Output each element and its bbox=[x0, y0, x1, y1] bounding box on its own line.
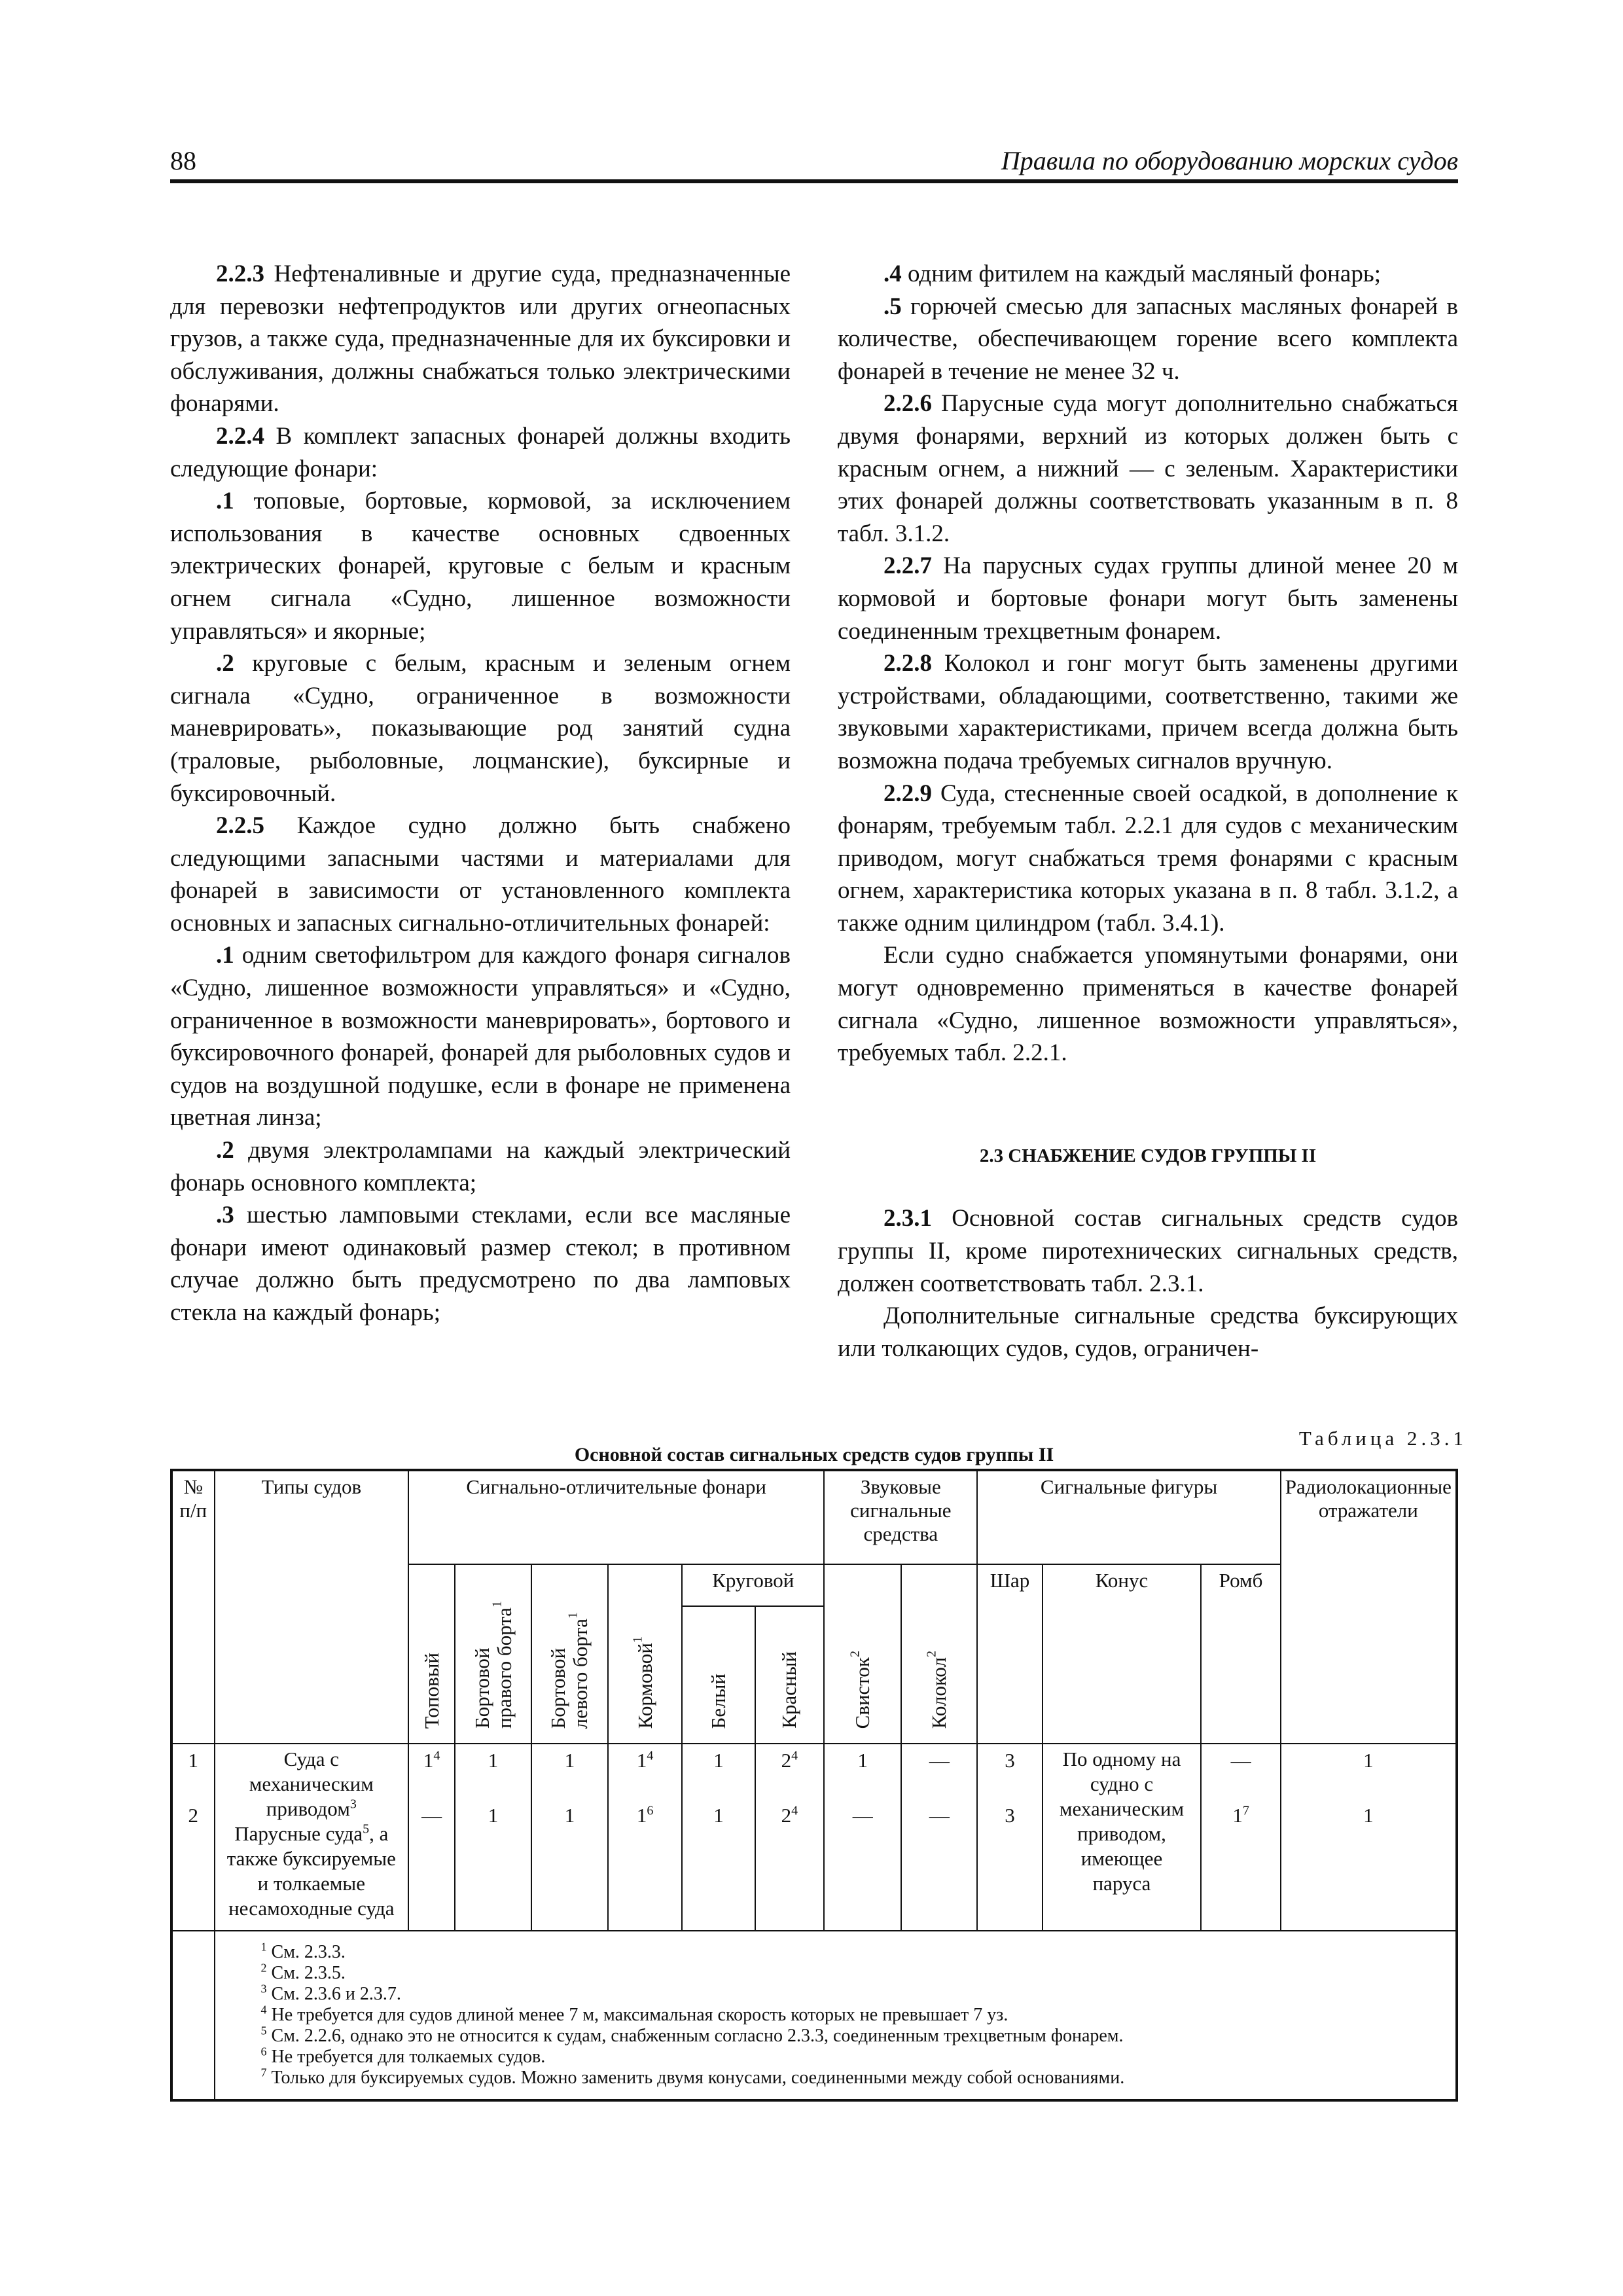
page-header bbox=[170, 145, 1458, 183]
paragraph: 2.3.1 Основной состав сигнальных средств судов группы II, кроме пиротехнических сигнальных средств, должен соответствовать табл. 2.3.1. bbox=[838, 1205, 1458, 1297]
paragraph: .5 горючей смесью для запасных масляных фонарей в количестве, обеспечивающем горение всего комплекта фонарей в течение не менее 32 ч. bbox=[838, 293, 1458, 385]
header-types: Типы судов bbox=[215, 1470, 409, 1744]
table-row: 1 2 Суда с механическим приводом$^3$ Парусные суда$^5$, а также буксируемые и толкаемые несамоходные суда $1^4$ — 1 1 1 1 $1^4$ $1^6$ 1 1 $2^4$ $2^4$ 1 — — — 3 3 По одному на судно с механическим приводом, имеющее паруса — $1^7$ 1 1 bbox=[171, 1744, 1457, 1931]
header-figures: Сигнальные фигуры bbox=[977, 1470, 1280, 1564]
section-heading: 2.3 СНАБЖЕНИЕ СУДОВ ГРУППЫ II bbox=[979, 1145, 1317, 1166]
header-rhomb: Ромб bbox=[1201, 1564, 1280, 1744]
running-title: Правила по оборудованию морских судов bbox=[1001, 146, 1458, 175]
paragraph: 2.2.9 Суда, стесненные своей осадкой, в дополнение к фонарям, требуемым табл. 2.2.1 для судов с механическим приводом, могут снабжаться тремя фонарями с красным огнем, характеристика которых указана в п. 8 табл. 3.1.2, а также одним цилиндром (табл. 3.4.1). bbox=[838, 780, 1458, 937]
paragraph: 2.2.5 Каждое судно должно быть снабжено следующими запасными частями и материалами для фонарей в зависимости от установленного комплекта основных и запасных сигнально-отличительных фонарей: bbox=[170, 812, 791, 937]
header-lights: Сигнально-отличительные фонари bbox=[408, 1470, 824, 1564]
paragraph: .1 топовые, бортовые, кормовой, за исключением использования в качестве основных сдвоенных электрических фонарей, круговые с белым и красным огнем сигнала «Судно, лишенное возможности управляться» и якорные; bbox=[170, 488, 791, 645]
paragraph: Если судно снабжается упомянутыми фонарями, они могут одновременно применяться в качестве фонарей сигнала «Судно, лишенное возможности управляться», требуемых табл. 2.2.1. bbox=[838, 942, 1458, 1067]
right-column bbox=[838, 258, 1458, 1365]
header-radar: Радиолокационные отражатели bbox=[1281, 1470, 1457, 1744]
paragraph: .4 одним фитилем на каждый масляный фонарь; bbox=[883, 260, 1381, 287]
header-sound: Звуковые сигнальные средства bbox=[824, 1470, 977, 1564]
header-white: Белый bbox=[682, 1606, 755, 1744]
header-bell: Колокол$^2$ bbox=[901, 1564, 977, 1744]
paragraph: .1 одним светофильтром для каждого фонаря сигналов «Судно, лишенное возможности управляться» и «Судно, ограниченное в возможности маневрировать», бортового и буксировочного фонарей, фонарей для рыболовных судов и судов на воздушной подушке, если в фонаре не применена цветная линза; bbox=[170, 942, 791, 1132]
paragraph: Дополнительные сигнальные средства буксирующих или толкающих судов, судов, ограничен- bbox=[838, 1302, 1458, 1362]
header-top: Топовый bbox=[408, 1564, 455, 1744]
header-num: № п/п bbox=[171, 1470, 215, 1744]
header-starboard: Бортовой правого борта$^1$ bbox=[455, 1564, 531, 1744]
paragraph: .2 круговые с белым, красным и зеленым огнем сигнала «Судно, ограниченное в возможности маневрировать», показывающие род занятий судна (траловые, рыболовные, лоцманские), буксирные и буксировочный. bbox=[170, 650, 791, 807]
paragraph: 2.2.8 Колокол и гонг могут быть заменены другими устройствами, обладающими, соответственно, такими же звуковыми характеристиками, причем всегда должна быть возможна подача требуемых сигналов вручную. bbox=[838, 650, 1458, 774]
paragraph: 2.2.4 В комплект запасных фонарей должны входить следующие фонари: bbox=[170, 422, 791, 482]
header-stern: Кормовой$^1$ bbox=[608, 1564, 682, 1744]
paragraph: .3 шестью ламповыми стеклами, если все масляные фонари имеют одинаковый размер стекол; в противном случае должно быть предусмотрено по два ламповых стекла на каждый фонарь; bbox=[170, 1202, 791, 1326]
header-cone: Конус bbox=[1043, 1564, 1202, 1744]
table-footnotes: $^1$ См. 2.3.3. $^2$ См. 2.3.5. $^3$ См. 2.3.6 и 2.3.7. $^4$ Не требуется для судов длиной менее 7 м, максимальная скорость которых не превышает 7 уз. $^5$ См. 2.2.6, однако это не относится к судам, снабженным согласно 2.3.3, соединенным трехцветным фонарем. $^6$ Не требуется для толкаемых судов. $^7$ Только для буксируемых судов. Можно заменить двумя конусами, соединенными между собой основаниями. bbox=[215, 1931, 1457, 2100]
header-red: Красный bbox=[755, 1606, 825, 1744]
paragraph: 2.2.7 На парусных судах группы длиной менее 20 м кормовой и бортовые фонари могут быть заменены соединенным трехцветным фонарем. bbox=[838, 552, 1458, 645]
footnotes-row bbox=[171, 1931, 1457, 2100]
paragraph: .2 двумя электролампами на каждый электрический фонарь основного комплекта; bbox=[170, 1137, 791, 1196]
left-column bbox=[170, 258, 791, 1329]
header-ball: Шар bbox=[977, 1564, 1042, 1744]
paragraph: 2.2.6 Парусные суда могут дополнительно снабжаться двумя фонарями, верхний из которых должен быть с красным огнем, а нижний — с зеленым. Характеристики этих фонарей должны соответствовать указанным в п. 8 табл. 3.1.2. bbox=[838, 390, 1458, 547]
header-whistle: Свисток$^2$ bbox=[824, 1564, 901, 1744]
header-port: Бортовой левого борта$^1$ bbox=[531, 1564, 608, 1744]
paragraph: 2.2.3 Нефтеналивные и другие суда, предназначенные для перевозки нефтепродуктов или других огнеопасных грузов, а также суда, предназначенные для их буксировки и обслуживания, должны снабжаться только электрическими фонарями. bbox=[170, 260, 791, 418]
signal-means-table bbox=[170, 1469, 1458, 2102]
page-number: 88 bbox=[170, 146, 196, 175]
table-label: Таблица 2.3.1 bbox=[1298, 1427, 1467, 1450]
header-circular: Круговой bbox=[682, 1564, 824, 1606]
table-caption: Основной состав сигнальных средств судов группы II bbox=[574, 1444, 1054, 1465]
